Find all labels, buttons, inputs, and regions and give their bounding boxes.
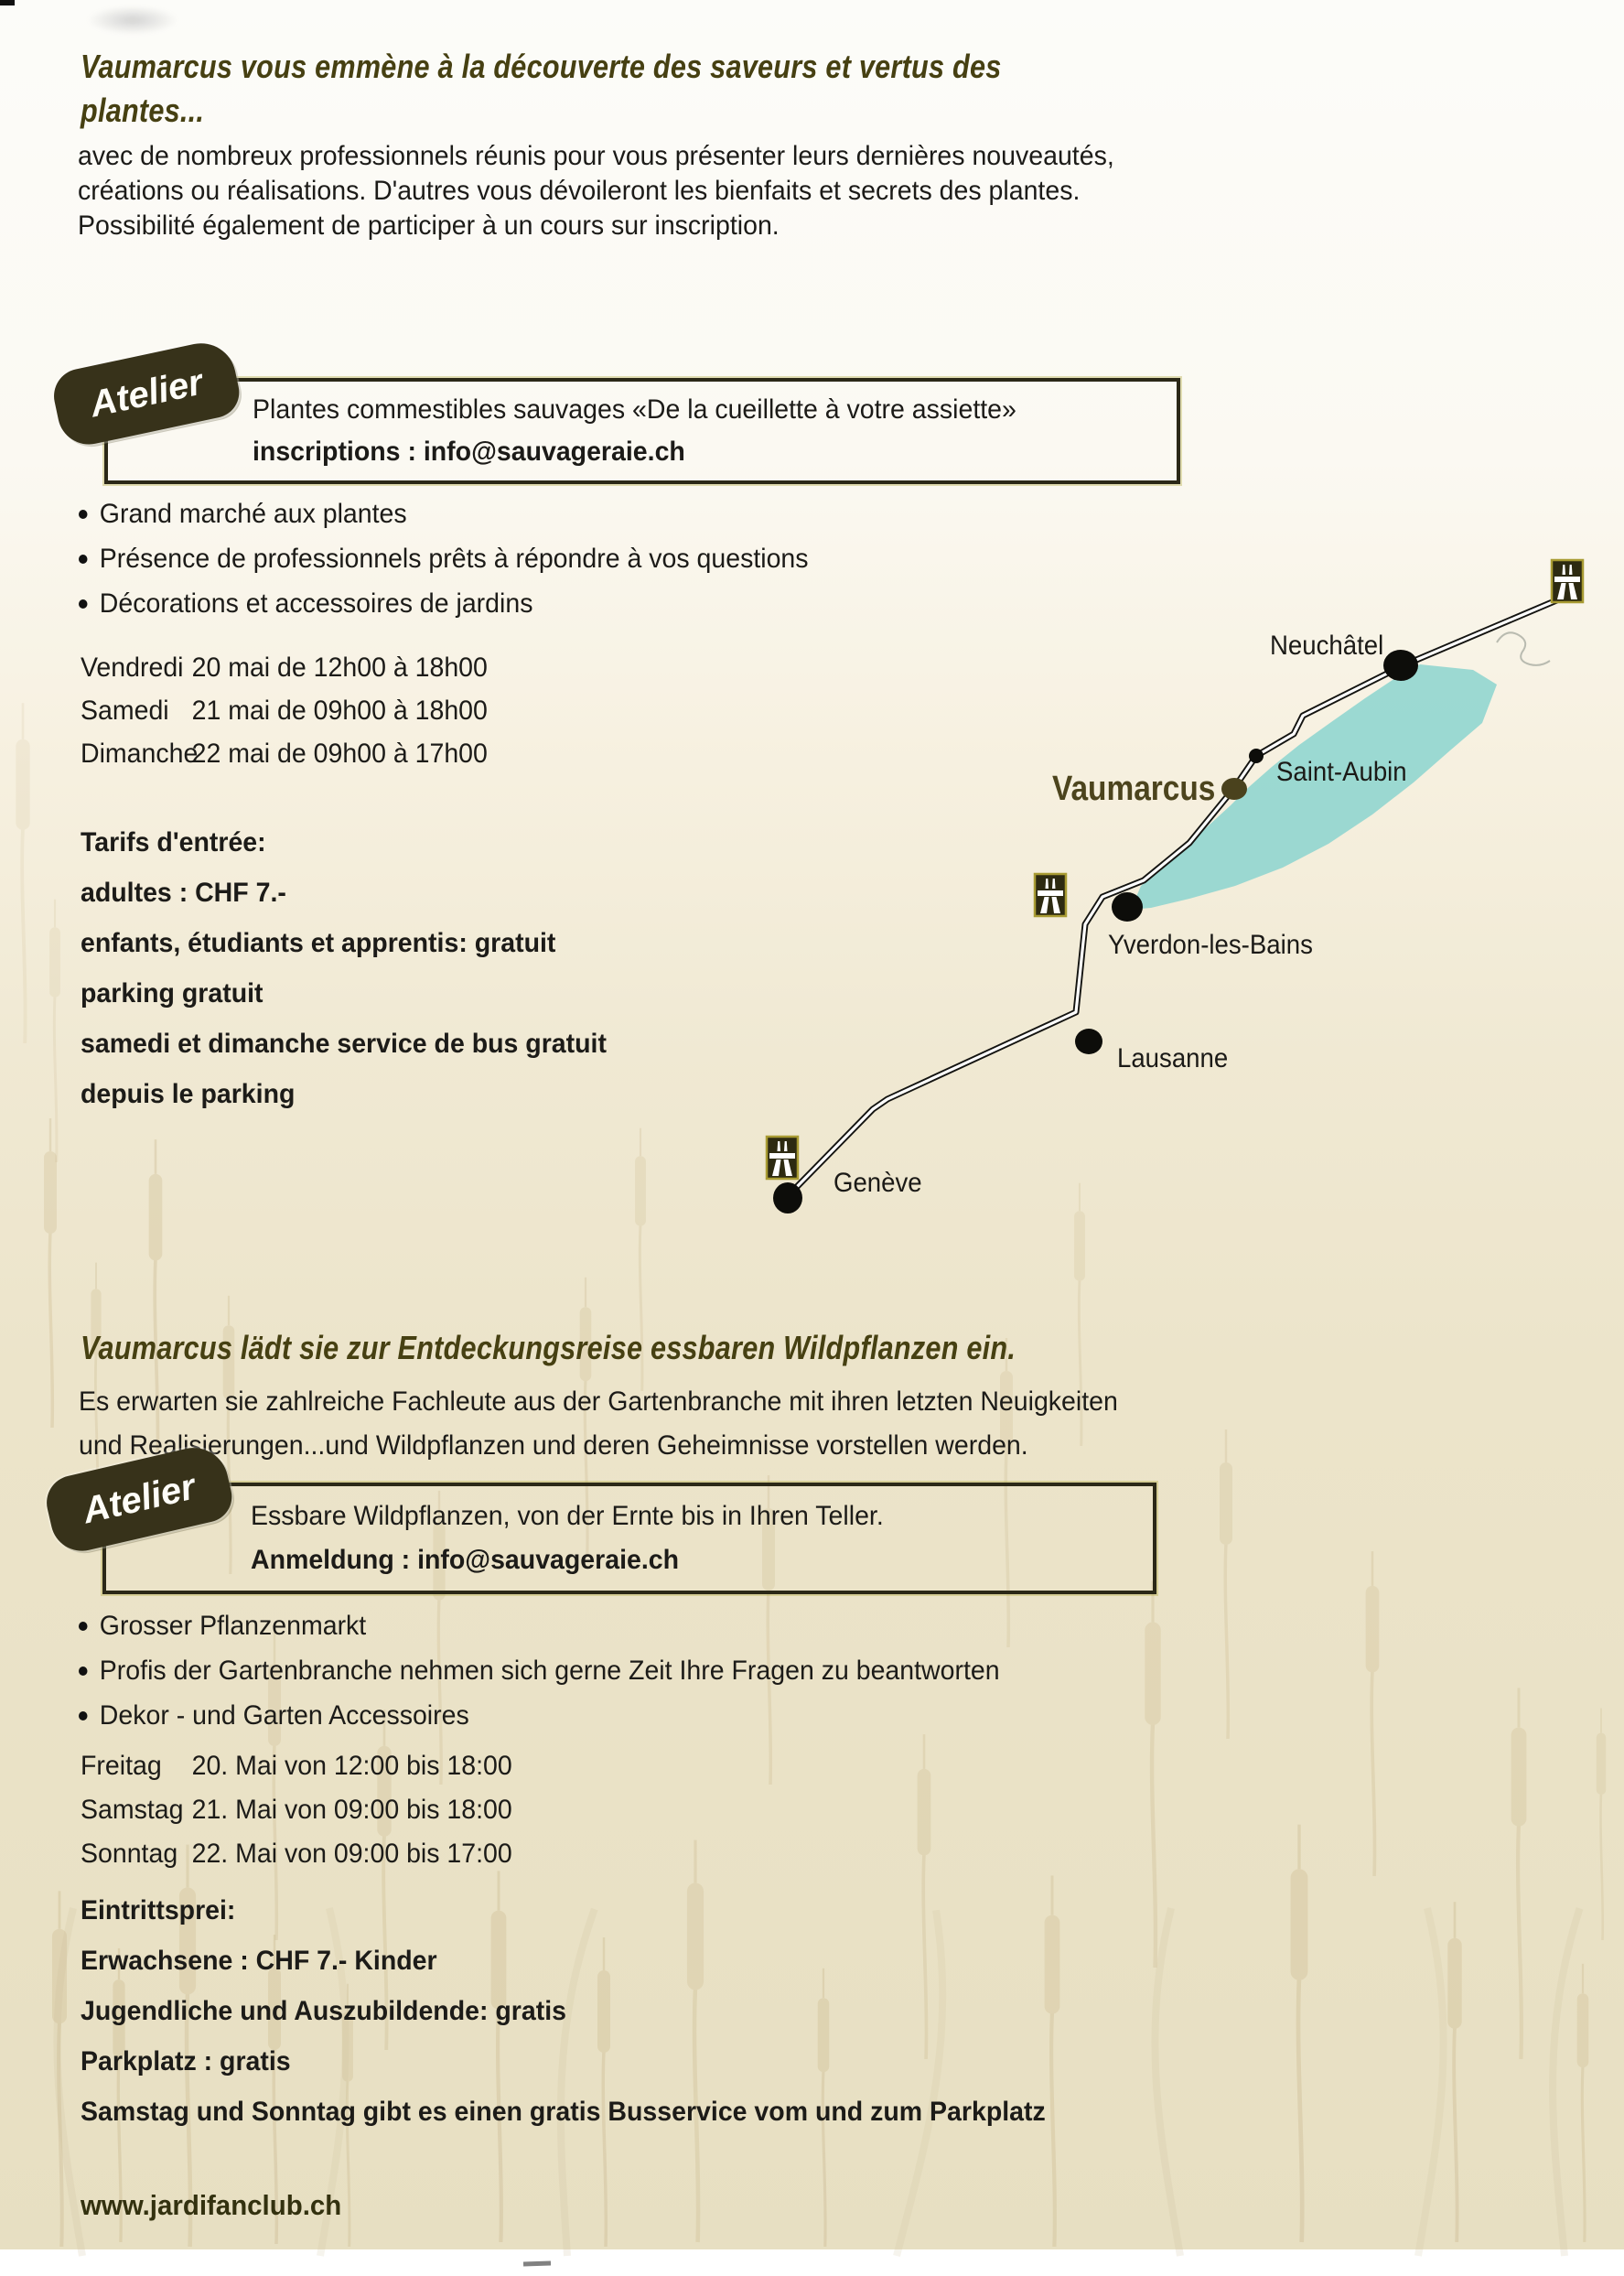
schedule-day: Sonntag: [81, 1839, 178, 1869]
schedule-time: 21 mai de 09h00 à 18h00: [191, 696, 488, 726]
scan-artifact-bottom: [523, 2260, 551, 2266]
map-label-neuchatel: Neuchâtel: [1270, 630, 1384, 662]
list-item: [79, 491, 809, 536]
map-label-lausanne: Lausanne: [1117, 1042, 1229, 1074]
bullet-text: Présence de professionnels prêts à répondre à vos questions: [99, 543, 809, 574]
list-item: [79, 581, 809, 626]
scan-artifact-corner: [0, 0, 15, 5]
map-label-vaumarcus: Vaumarcus: [1052, 769, 1216, 808]
german-schedule: [81, 1744, 512, 1876]
map-dot-geneve: [773, 1182, 802, 1214]
schedule-day: Samstag: [81, 1795, 184, 1825]
intro-line: créations ou réalisations. D'autres vous dévoileront les bienfaits et secrets des plantes.: [78, 176, 1081, 206]
bullet-icon: [79, 1711, 88, 1720]
workshop-title: Plantes commestibles sauvages «De la cueillette à votre assiette»: [253, 394, 1016, 425]
pricing-line: samedi et dimanche service de bus gratuit: [81, 1029, 607, 1059]
map-dot-vaumarcus: [1221, 778, 1247, 800]
german-workshop-box: [102, 1483, 1156, 1594]
french-title-line1: Vaumarcus vous emmène à la découverte des saveurs et vertus des: [81, 48, 1002, 85]
motorway-icon: [767, 1137, 798, 1179]
schedule-row: [81, 689, 488, 732]
bullet-text: Profis der Gartenbranche nehmen sich gerne Zeit Ihre Fragen zu beantworten: [99, 1655, 1000, 1686]
scan-artifact-smudge: [87, 5, 178, 35]
map-dot-lausanne: [1075, 1029, 1102, 1054]
german-bullet-list: [79, 1603, 1000, 1738]
pricing-line: Parkplatz : gratis: [81, 2046, 291, 2076]
map-label-yverdon: Yverdon-les-Bains: [1108, 929, 1313, 961]
schedule-time: 21. Mai von 09:00 bis 18:00: [191, 1795, 512, 1825]
french-workshop-box: [104, 378, 1180, 484]
intro-line: und Realisierungen...und Wildpflanzen und deren Geheimnisse vorstellen werden.: [79, 1430, 1028, 1461]
pricing-line: adultes : CHF 7.-: [81, 878, 286, 908]
bullet-text: Grand marché aux plantes: [99, 498, 407, 529]
intro-line: avec de nombreux professionnels réunis pour vous présenter leurs dernières nouveautés,: [78, 141, 1114, 171]
workshop-title: Essbare Wildpflanzen, von der Ernte bis in Ihren Teller.: [251, 1501, 884, 1531]
pricing-line: Eintrittsprei:: [81, 1895, 236, 1925]
map-dot-neuchatel: [1383, 650, 1418, 681]
map-label-geneve: Genève: [834, 1167, 922, 1199]
bullet-icon: [79, 510, 88, 519]
map-dot-yverdon: [1112, 892, 1143, 922]
pricing-line: depuis le parking: [81, 1079, 296, 1109]
pricing-line: Erwachsene : CHF 7.- Kinder: [81, 1946, 437, 1976]
pricing-line: parking gratuit: [81, 978, 263, 1009]
schedule-day: Freitag: [81, 1751, 162, 1781]
schedule-time: 22. Mai von 09:00 bis 17:00: [191, 1839, 512, 1869]
list-item: [79, 1603, 1000, 1648]
schedule-day: Vendredi: [81, 653, 184, 683]
map-label-saint-aubin: Saint-Aubin: [1276, 756, 1407, 788]
website-url: www.jardifanclub.ch: [81, 2189, 342, 2221]
french-intro: [78, 139, 1114, 243]
bullet-icon: [79, 1622, 88, 1631]
river-line: [1497, 632, 1550, 665]
bullet-icon: [79, 1667, 88, 1676]
bullet-text: Dekor - und Garten Accessoires: [99, 1699, 469, 1731]
pricing-line: enfants, étudiants et apprentis: gratuit: [81, 928, 556, 958]
schedule-row: [81, 1832, 512, 1876]
schedule-time: 20 mai de 12h00 à 18h00: [191, 653, 488, 683]
workshop-registration-email: Anmeldung : info@sauvageraie.ch: [251, 1545, 680, 1575]
schedule-day: Samedi: [81, 696, 169, 726]
german-pricing: [81, 1885, 1046, 2137]
list-item: [79, 536, 809, 581]
french-schedule: [81, 646, 488, 775]
list-item: [79, 1693, 1000, 1738]
german-intro: [79, 1380, 1118, 1468]
pricing-line: Samstag und Sonntag gibt es einen gratis Busservice vom und zum Parkplatz: [81, 2097, 1046, 2127]
intro-line: Es erwarten sie zahlreiche Fachleute aus der Gartenbranche mit ihren letzten Neuigkeiten: [79, 1386, 1118, 1417]
atelier-badge-label: Atelier: [79, 1466, 199, 1531]
schedule-row: [81, 646, 488, 689]
map-dot-saint-aubin: [1249, 749, 1264, 763]
french-pricing: [81, 817, 607, 1119]
french-title-line2: plantes...: [81, 92, 205, 129]
schedule-row: [81, 1788, 512, 1832]
schedule-row: [81, 732, 488, 775]
schedule-time: 20. Mai von 12:00 bis 18:00: [191, 1751, 512, 1781]
french-bullet-list: [79, 491, 809, 626]
schedule-row: [81, 1744, 512, 1788]
intro-line: Possibilité également de participer à un cours sur inscription.: [78, 210, 780, 241]
bullet-icon: [79, 555, 88, 564]
german-title: Vaumarcus lädt sie zur Entdeckungsreise essbaren Wildpflanzen ein.: [81, 1329, 1016, 1366]
pricing-line: Jugendliche und Auszubildende: gratis: [81, 1996, 566, 2026]
pricing-line: Tarifs d'entrée:: [81, 827, 266, 858]
schedule-day: Dimanche: [81, 739, 199, 769]
bullet-icon: [79, 599, 88, 609]
schedule-time: 22 mai de 09h00 à 17h00: [191, 739, 488, 769]
motorway-icon: [1035, 874, 1066, 916]
bullet-text: Grosser Pflanzenmarkt: [99, 1610, 367, 1641]
list-item: [79, 1648, 1000, 1693]
workshop-registration-email: inscriptions : info@sauvageraie.ch: [253, 437, 685, 467]
motorway-icon: [1552, 560, 1583, 602]
atelier-badge-label: Atelier: [86, 361, 207, 425]
region-map: [586, 512, 1624, 1272]
bullet-text: Décorations et accessoires de jardins: [99, 588, 533, 619]
